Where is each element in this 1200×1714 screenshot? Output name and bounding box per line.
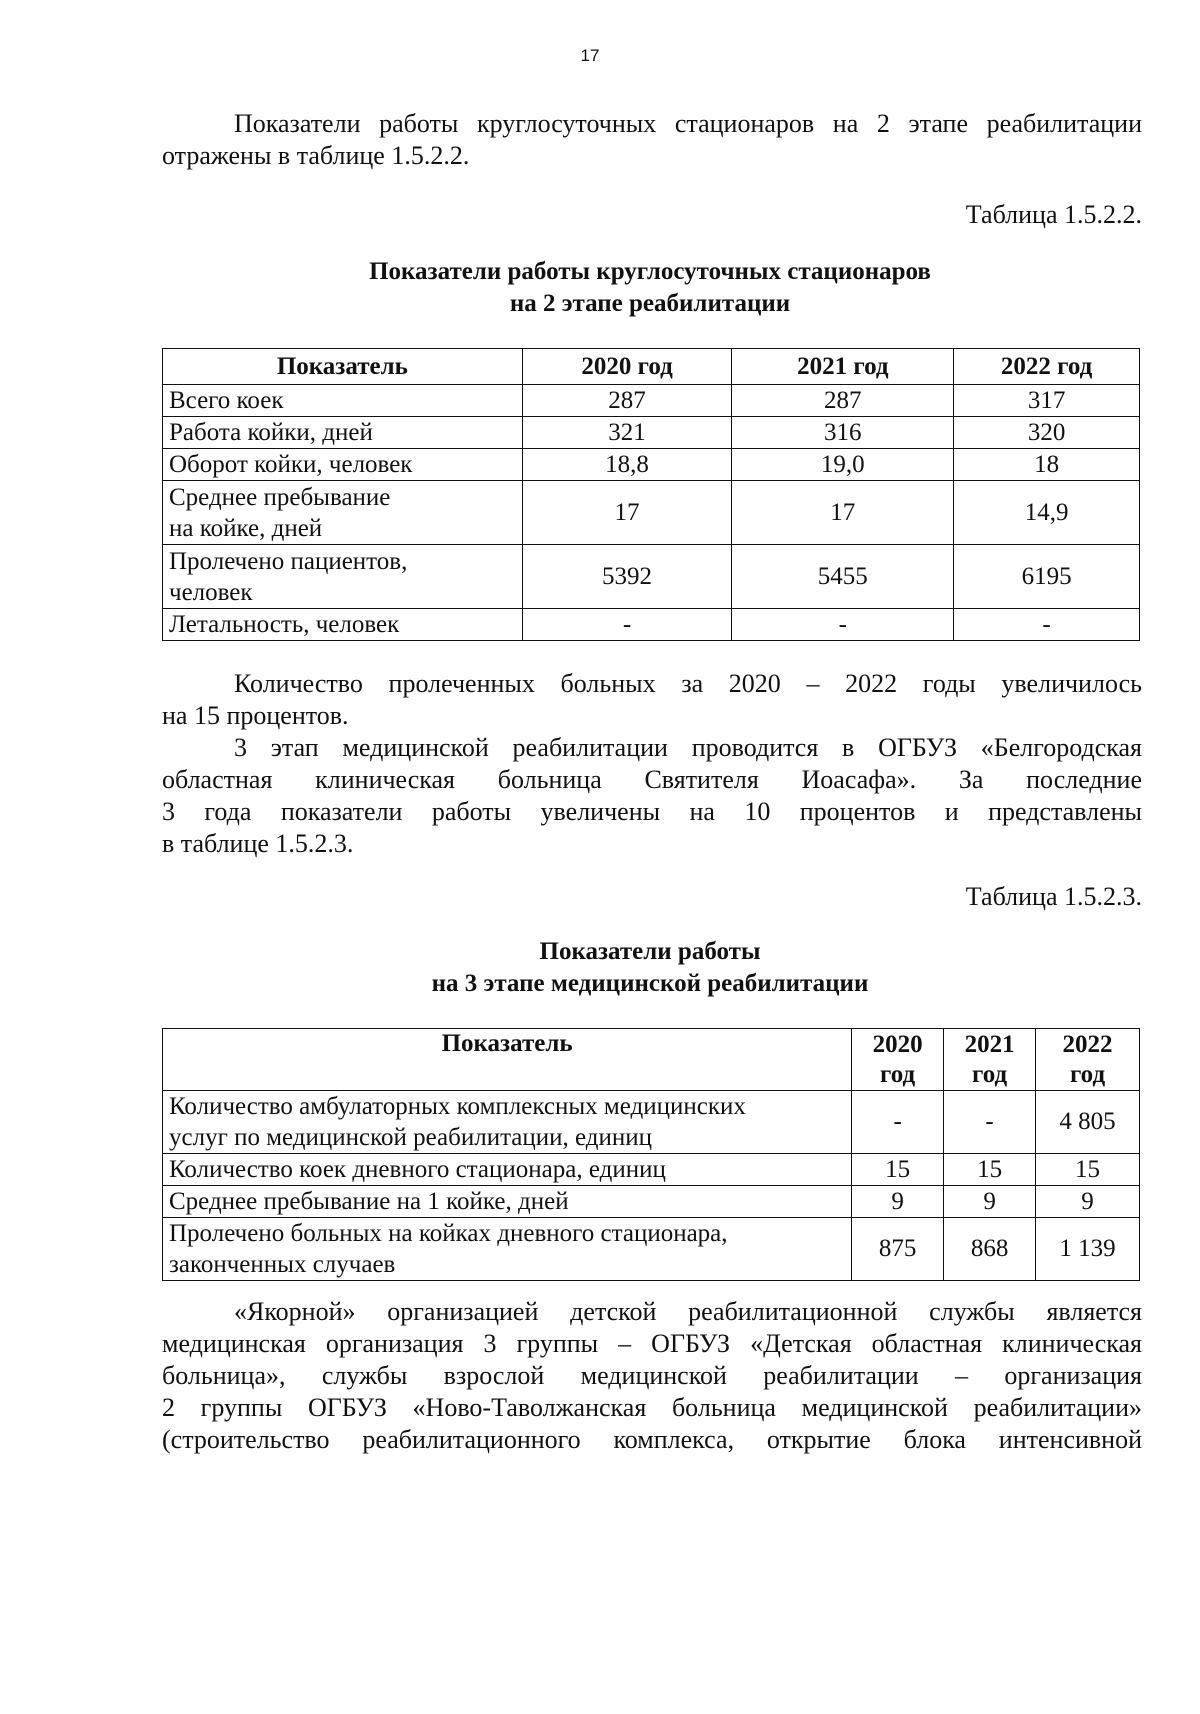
header-line: 2020 xyxy=(872,1030,923,1058)
table-title xyxy=(150,256,1150,320)
header-line: год xyxy=(1069,1060,1106,1088)
cell-2020: 321 xyxy=(522,417,732,449)
cell-2020: 17 xyxy=(522,481,732,545)
middle-paragraph-1 xyxy=(162,668,1142,732)
paragraph-line: в таблице 1.5.2.3. xyxy=(162,829,354,858)
table-row xyxy=(163,481,1140,545)
cell-2022: 320 xyxy=(954,417,1140,449)
label-line: Среднее пребывание xyxy=(169,483,391,511)
row-label: Работа койки, дней xyxy=(163,417,523,449)
header-cell xyxy=(944,1029,1036,1091)
table-header-row xyxy=(163,349,1140,385)
header-cell: 2020 год xyxy=(522,349,732,385)
header-cell: Показатель xyxy=(163,349,523,385)
cell-2020: 18,8 xyxy=(522,449,732,481)
header-cell xyxy=(852,1029,944,1091)
table-row xyxy=(163,417,1140,449)
cell-2022: 6195 xyxy=(954,545,1140,609)
row-label: Всего коек xyxy=(163,385,523,417)
header-line: год xyxy=(972,1060,1008,1088)
row-label: Среднее пребывание на 1 койке, дней xyxy=(163,1186,852,1218)
paragraph-line: Количество пролеченных больных за 2020 – 2022 годы увеличилось xyxy=(234,669,1142,698)
page-number: 17 xyxy=(580,46,600,65)
paragraph-line: областная клиническая больница Святителя Иоасафа». За последние xyxy=(162,765,1142,794)
label-line: Пролечено пациентов, xyxy=(169,547,408,575)
cell-2022: 15 xyxy=(1036,1154,1140,1186)
row-label xyxy=(163,481,523,545)
table-title xyxy=(150,936,1150,1000)
header-line: год xyxy=(880,1060,916,1088)
label-line: на койке, дней xyxy=(169,514,323,542)
row-label xyxy=(163,1091,852,1154)
table-row xyxy=(163,1091,1140,1154)
cell-2020: 15 xyxy=(852,1154,944,1186)
paragraph-line: 3 года показатели работы увеличены на 10 процентов и представлены xyxy=(162,797,1142,826)
label-line: Количество амбулаторных комплексных медицинских xyxy=(169,1093,746,1120)
cell-2020: 287 xyxy=(522,385,732,417)
row-label: Оборот койки, человек xyxy=(163,449,523,481)
final-paragraph xyxy=(162,1296,1142,1456)
row-label xyxy=(163,545,523,609)
header-line: 2021 xyxy=(964,1030,1015,1058)
label-line: услуг по медицинской реабилитации, единиц xyxy=(169,1124,653,1151)
header-cell xyxy=(1036,1029,1140,1091)
header-line: 2022 xyxy=(1062,1030,1113,1058)
table-row xyxy=(163,1218,1140,1281)
table-bed-indicators xyxy=(162,348,1140,641)
cell-2021: 316 xyxy=(732,417,954,449)
cell-2021: 9 xyxy=(944,1186,1036,1218)
paragraph-line: 3 этап медицинской реабилитации проводится в ОГБУЗ «Белгородская xyxy=(234,733,1142,762)
label-line: Пролечено больных на койках дневного стационара, xyxy=(169,1220,728,1247)
table-row xyxy=(163,449,1140,481)
paragraph-line: больница», службы взрослой медицинской реабилитации – организация xyxy=(162,1361,1142,1390)
header-cell: 2022 год xyxy=(954,349,1140,385)
paragraph-line: «Якорной» организацией детской реабилитационной службы является xyxy=(234,1297,1142,1326)
table-row xyxy=(163,1154,1140,1186)
cell-2021: 287 xyxy=(732,385,954,417)
cell-2021: 868 xyxy=(944,1218,1036,1281)
cell-2022: 9 xyxy=(1036,1186,1140,1218)
cell-2022: 18 xyxy=(954,449,1140,481)
cell-2022: 4 805 xyxy=(1036,1091,1140,1154)
paragraph-line: 2 группы ОГБУЗ «Ново-Таволжанская больница медицинской реабилитации» xyxy=(162,1393,1142,1422)
middle-paragraph-2 xyxy=(162,732,1142,860)
header-cell: 2021 год xyxy=(732,349,954,385)
table-header-row xyxy=(163,1029,1140,1091)
table-row xyxy=(163,1186,1140,1218)
paragraph-line: Показатели работы круглосуточных стационаров на 2 этапе реабилитации xyxy=(234,109,1142,138)
cell-2020: 5392 xyxy=(522,545,732,609)
cell-2021: 19,0 xyxy=(732,449,954,481)
title-line: на 2 этапе реабилитации xyxy=(509,290,791,317)
cell-2021: 17 xyxy=(732,481,954,545)
cell-2022: 14,9 xyxy=(954,481,1140,545)
table-row xyxy=(163,545,1140,609)
cell-2022: 317 xyxy=(954,385,1140,417)
label-line: законченных случаев xyxy=(169,1251,396,1278)
intro-paragraph xyxy=(162,108,1142,172)
cell-2020: 9 xyxy=(852,1186,944,1218)
title-line: Показатели работы xyxy=(539,938,761,965)
cell-2021: - xyxy=(732,609,954,641)
cell-2022: 1 139 xyxy=(1036,1218,1140,1281)
cell-2020: - xyxy=(522,609,732,641)
paragraph-line: (строительство реабилитационного комплекса, открытие блока интенсивной xyxy=(162,1425,1142,1454)
paragraph-line: на 15 процентов. xyxy=(162,701,349,730)
table-label: Таблица 1.5.2.3. xyxy=(965,882,1142,911)
table-label: Таблица 1.5.2.2. xyxy=(965,200,1142,229)
cell-2021: 15 xyxy=(944,1154,1036,1186)
title-line: на 3 этапе медицинской реабилитации xyxy=(431,970,869,997)
cell-2021: 5455 xyxy=(732,545,954,609)
row-label: Количество коек дневного стационара, единиц xyxy=(163,1154,852,1186)
title-line: Показатели работы круглосуточных стационаров xyxy=(369,258,931,285)
paragraph-line: медицинская организация 3 группы – ОГБУЗ «Детская областная клиническая xyxy=(162,1329,1142,1358)
table-row xyxy=(163,385,1140,417)
cell-2020: 875 xyxy=(852,1218,944,1281)
cell-2022: - xyxy=(954,609,1140,641)
row-label: Летальность, человек xyxy=(163,609,523,641)
table-row xyxy=(163,609,1140,641)
label-line: человек xyxy=(169,578,253,606)
header-cell: Показатель xyxy=(163,1029,852,1091)
row-label xyxy=(163,1218,852,1281)
cell-2020: - xyxy=(852,1091,944,1154)
paragraph-line: отражены в таблице 1.5.2.2. xyxy=(162,141,470,170)
table-stage3-indicators xyxy=(162,1028,1140,1281)
cell-2021: - xyxy=(944,1091,1036,1154)
